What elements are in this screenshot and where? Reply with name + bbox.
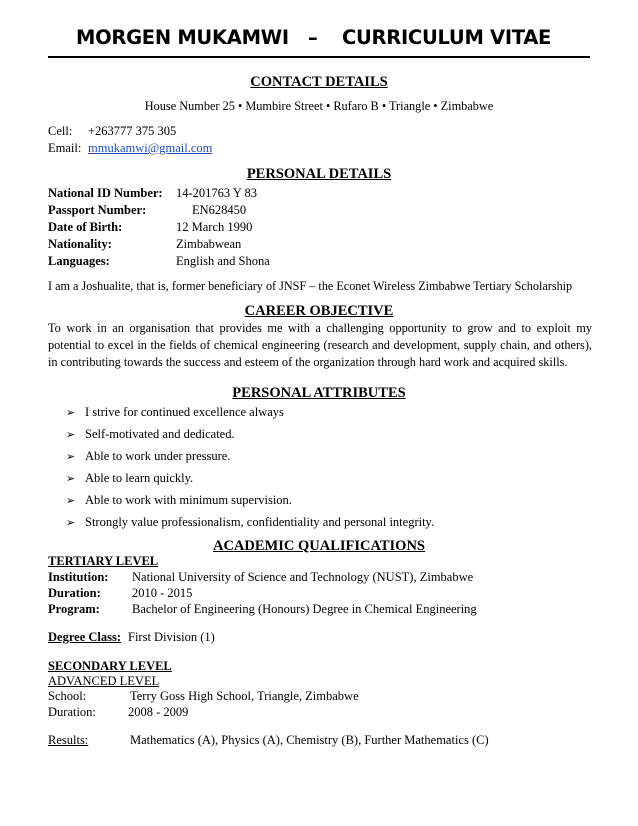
id-value: 14-201763 Y 83 — [176, 186, 258, 200]
degree-class-label: Degree Class: — [48, 630, 122, 644]
languages-value: English and Shona — [176, 254, 270, 268]
dob-value: 12 March 1990 — [176, 220, 253, 234]
nationality-label: Nationality: — [48, 237, 112, 251]
passport-value: EN628450 — [192, 203, 247, 217]
id-label: National ID Number: — [48, 186, 163, 200]
arrow-bullet-icon: ➢ — [66, 451, 76, 463]
title-rule — [48, 56, 590, 58]
cell-value: +263777 375 305 — [88, 124, 177, 138]
program-value: Bachelor of Engineering (Honours) Degree in Chemical Engineering — [132, 602, 477, 616]
email-link[interactable]: mmukamwi@gmail.com — [88, 141, 213, 155]
arrow-bullet-icon: ➢ — [66, 473, 76, 485]
arrow-bullet-icon: ➢ — [66, 429, 76, 441]
advanced-level-title: ADVANCED LEVEL — [48, 674, 160, 688]
address-line: House Number 25 • Mumbire Street • Rufaro B • Triangle • Zimbabwe — [144, 99, 494, 113]
scholarship-note: I am a Joshualite, that is, former beneficiary of JNSF – the Econet Wireless Zimbabwe Tertiary Scholarship — [48, 279, 573, 293]
arrow-bullet-icon: ➢ — [66, 495, 76, 507]
nationality-value: Zimbabwean — [176, 237, 242, 251]
cell-label: Cell: — [48, 124, 73, 138]
passport-label: Passport Number: — [48, 203, 147, 217]
attribute-item — [66, 471, 194, 486]
institution-value: National University of Science and Technology (NUST), Zimbabwe — [132, 570, 474, 584]
cv-label: CURRICULUM VITAE — [342, 26, 552, 49]
attribute-item — [66, 405, 284, 420]
tertiary-duration-value: 2010 - 2015 — [132, 586, 193, 600]
attribute-text: Self-motivated and dedicated. — [85, 427, 235, 441]
secondary-duration-label: Duration: — [48, 705, 96, 719]
email-label: Email: — [48, 141, 82, 155]
attribute-item — [66, 493, 292, 508]
program-label: Program: — [48, 602, 100, 616]
attribute-text: I strive for continued excellence always — [85, 405, 284, 419]
secondary-level-title: SECONDARY LEVEL — [48, 659, 172, 673]
career-objective-text: To work in an organisation that provides me with a challenging opportunity to grow and to exploit my potential to excel in the fields of chemical engineering (research and development, supply chain, and others), in contributing towards the success and esteem of the organization through hard work and acquired skills. — [48, 321, 592, 369]
results-label: Results: — [48, 733, 89, 747]
school-label: School: — [48, 689, 87, 703]
institution-label: Institution: — [48, 570, 109, 584]
candidate-name: MORGEN MUKAMWI — [76, 26, 289, 49]
title-dash: – — [308, 26, 318, 49]
career-heading: CAREER OBJECTIVE — [244, 303, 394, 319]
attribute-item — [66, 427, 235, 442]
attribute-text: Able to learn quickly. — [85, 471, 194, 485]
arrow-bullet-icon: ➢ — [66, 407, 76, 419]
tertiary-duration-label: Duration: — [48, 586, 101, 600]
results-value: Mathematics (A), Physics (A), Chemistry (B), Further Mathematics (C) — [130, 733, 489, 747]
attribute-text: Able to work under pressure. — [85, 449, 231, 463]
attribute-item — [66, 515, 435, 530]
attribute-text: Strongly value professionalism, confidentiality and personal integrity. — [85, 515, 435, 529]
arrow-bullet-icon: ➢ — [66, 517, 76, 529]
tertiary-level-title: TERTIARY LEVEL — [48, 554, 159, 568]
academic-heading: ACADEMIC QUALIFICATIONS — [212, 538, 425, 554]
school-value: Terry Goss High School, Triangle, Zimbabwe — [130, 689, 359, 703]
dob-label: Date of Birth: — [48, 220, 123, 234]
personal-heading: PERSONAL DETAILS — [246, 166, 392, 182]
degree-class-value: First Division (1) — [128, 630, 215, 644]
languages-label: Languages: — [48, 254, 110, 268]
attributes-heading: PERSONAL ATTRIBUTES — [232, 385, 406, 401]
document-title — [76, 26, 556, 49]
contact-heading: CONTACT DETAILS — [250, 74, 388, 90]
secondary-duration-value: 2008 - 2009 — [128, 705, 189, 719]
attribute-text: Able to work with minimum supervision. — [85, 493, 292, 507]
attribute-item — [66, 449, 231, 464]
